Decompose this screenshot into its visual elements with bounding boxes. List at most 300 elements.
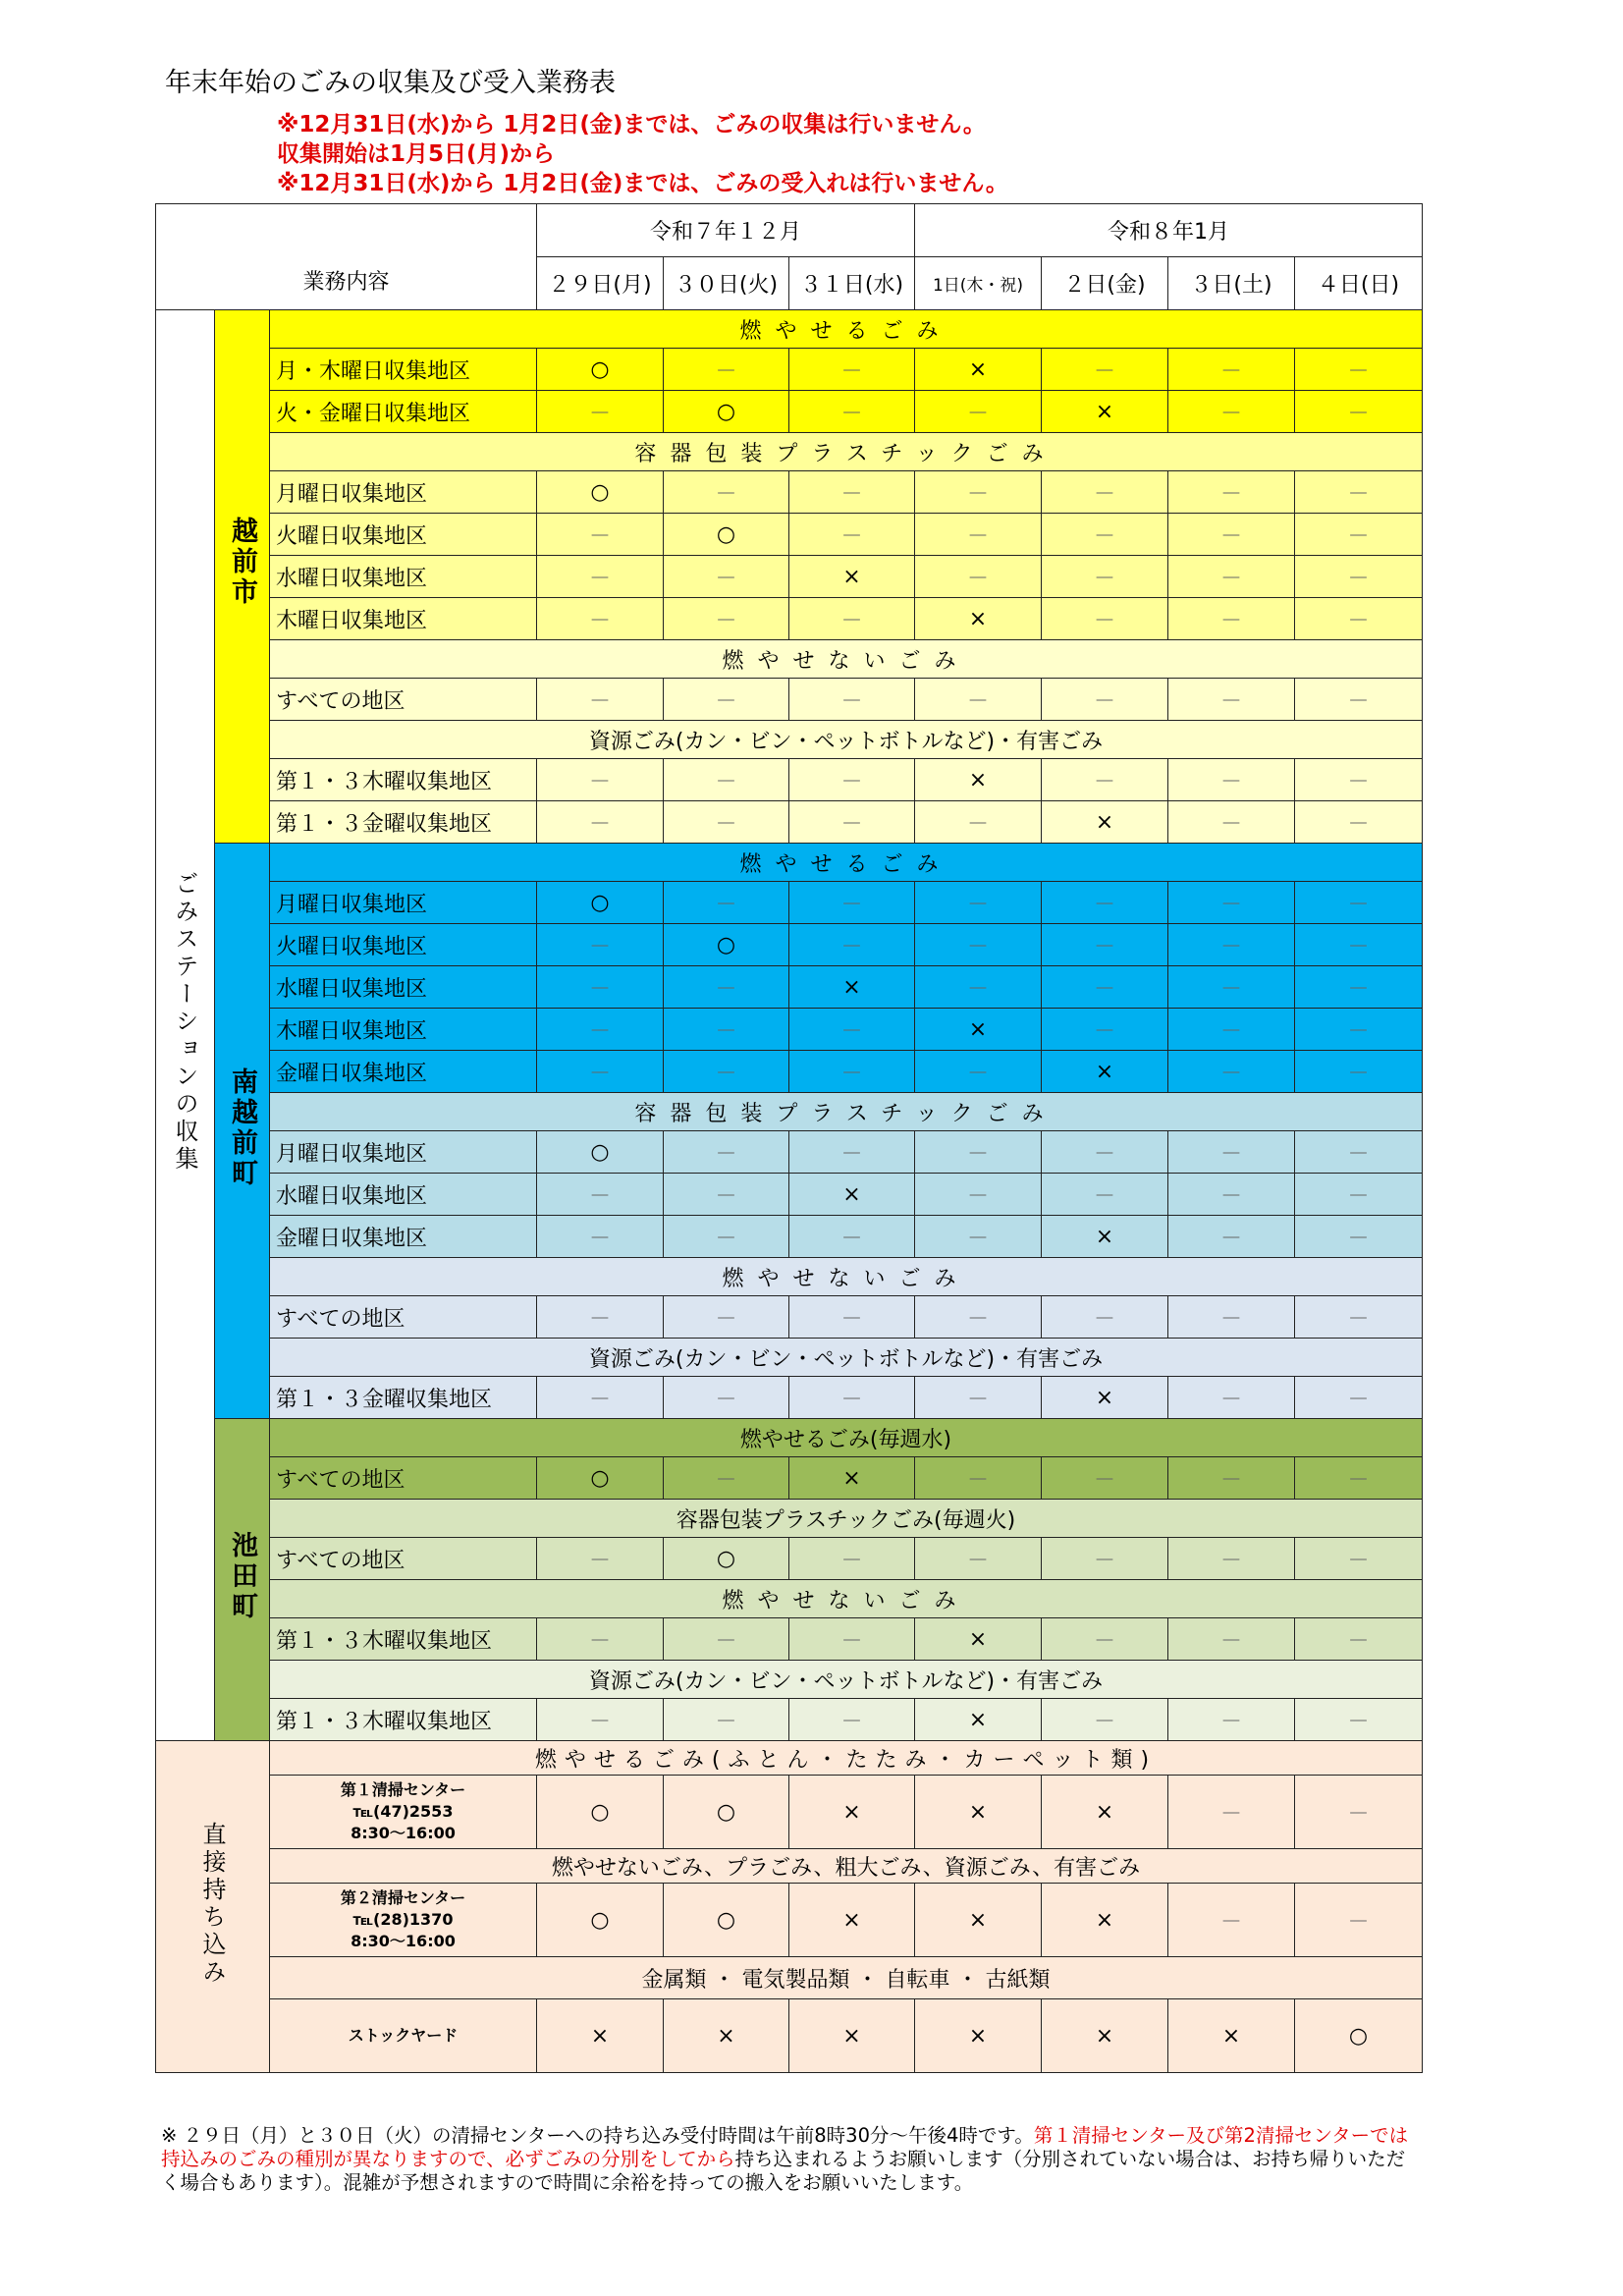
status-mark: － <box>1168 1131 1295 1174</box>
district-row <box>156 1296 1423 1339</box>
category-title: 燃やせるごみ <box>270 310 1423 349</box>
status-mark: － <box>1295 1457 1423 1500</box>
district-row <box>156 598 1423 640</box>
status-mark: － <box>789 801 915 844</box>
status-mark: － <box>789 759 915 801</box>
day-header: ３１日(水) <box>789 257 915 310</box>
status-mark: × <box>789 1776 915 1849</box>
status-mark: － <box>915 1216 1042 1258</box>
facility-cell <box>270 1884 537 1957</box>
category-title: 容器包装プラスチックごみ <box>270 1093 1423 1131</box>
day-header: ４日(日) <box>1295 257 1423 310</box>
category-row <box>156 433 1423 471</box>
status-mark: － <box>664 966 789 1009</box>
status-mark: － <box>1295 391 1423 433</box>
status-mark: × <box>915 1999 1042 2073</box>
status-mark: － <box>915 966 1042 1009</box>
status-mark: － <box>915 556 1042 598</box>
status-mark: － <box>1042 598 1168 640</box>
status-mark: － <box>537 1174 664 1216</box>
status-mark: × <box>915 349 1042 391</box>
status-mark: － <box>1168 391 1295 433</box>
district-row <box>156 801 1423 844</box>
status-mark: － <box>915 1457 1042 1500</box>
status-mark: ○ <box>664 1884 789 1957</box>
page-title: 年末年始のごみの収集及び受入業務表 <box>165 68 616 98</box>
status-mark: － <box>1042 1618 1168 1661</box>
status-mark: － <box>664 349 789 391</box>
facility-row <box>156 1999 1423 2073</box>
status-mark: － <box>915 1377 1042 1419</box>
group-station-cell <box>156 310 215 1741</box>
status-mark: － <box>789 349 915 391</box>
status-mark: － <box>1042 349 1168 391</box>
district-row <box>156 679 1423 721</box>
status-mark: × <box>1042 1216 1168 1258</box>
direct-category-title: 金属類 ・ 電気製品類 ・ 自転車 ・ 古紙類 <box>270 1957 1423 1999</box>
municipality-cell <box>215 310 270 844</box>
status-mark: － <box>1168 1216 1295 1258</box>
status-mark: － <box>915 1131 1042 1174</box>
status-mark: － <box>915 1051 1042 1093</box>
category-title: 資源ごみ(カン・ビン・ペットボトルなど)・有害ごみ <box>270 1339 1423 1377</box>
status-mark: － <box>1168 1884 1295 1957</box>
district-label: 第１・３金曜収集地区 <box>270 1377 537 1419</box>
status-mark: － <box>537 598 664 640</box>
status-mark: － <box>1042 759 1168 801</box>
district-label: 金曜日収集地区 <box>270 1216 537 1258</box>
status-mark: × <box>915 1009 1042 1051</box>
status-mark: × <box>915 1618 1042 1661</box>
status-mark: － <box>789 514 915 556</box>
status-mark: × <box>789 966 915 1009</box>
direct-category-row <box>156 1957 1423 1999</box>
status-mark: － <box>537 966 664 1009</box>
district-row <box>156 556 1423 598</box>
category-title: 燃やせるごみ(毎週水) <box>270 1419 1423 1457</box>
status-mark: ○ <box>537 1457 664 1500</box>
status-mark: － <box>537 391 664 433</box>
direct-category-title: 燃やせないごみ、プラごみ、粗大ごみ、資源ごみ、有害ごみ <box>270 1849 1423 1884</box>
footer-note-part2-warning: 第１清掃センター及び第2清掃センターでは持込みのごみの種別が異なりますので、必ずごみの分別をしてから <box>161 2124 1409 2170</box>
status-mark: － <box>1168 1457 1295 1500</box>
status-mark: － <box>1295 966 1423 1009</box>
status-mark: － <box>915 679 1042 721</box>
municipality-cell <box>215 844 270 1419</box>
status-mark: － <box>664 1131 789 1174</box>
status-mark: － <box>537 1377 664 1419</box>
status-mark: － <box>1042 966 1168 1009</box>
status-mark: － <box>1295 801 1423 844</box>
category-row <box>156 1258 1423 1296</box>
district-row <box>156 1618 1423 1661</box>
category-row <box>156 1661 1423 1699</box>
status-mark: × <box>1168 1999 1295 2073</box>
status-mark: × <box>915 759 1042 801</box>
status-mark: ○ <box>664 1538 789 1580</box>
status-mark: － <box>664 759 789 801</box>
district-row <box>156 1131 1423 1174</box>
facility-row <box>156 1776 1423 1849</box>
facility-line: ℡(47)2553 <box>352 1802 454 1821</box>
municipality-label: 池田町 <box>227 1531 257 1622</box>
status-mark: － <box>789 471 915 514</box>
status-mark: × <box>1042 1884 1168 1957</box>
facility-line: ストックヤード <box>348 2026 459 2045</box>
status-mark: × <box>1042 801 1168 844</box>
status-mark: × <box>915 598 1042 640</box>
month-header-dec: 令和７年１２月 <box>537 204 915 257</box>
direct-category-title: 燃やせるごみ(ふとん・たたみ・カーペット類) <box>270 1741 1423 1776</box>
status-mark: － <box>1168 1699 1295 1741</box>
status-mark: － <box>1042 1131 1168 1174</box>
status-mark: － <box>1295 556 1423 598</box>
direct-category-row <box>156 1741 1423 1776</box>
facility-line: 8:30～16:00 <box>351 1932 456 1950</box>
status-mark: ○ <box>1295 1999 1423 2073</box>
district-label: 木曜日収集地区 <box>270 1009 537 1051</box>
district-row <box>156 1009 1423 1051</box>
status-mark: － <box>537 1296 664 1339</box>
notice-acceptance-suspended: ※12月31日(水)から 1月2日(金)までは、ごみの受入れは行いません。 <box>277 171 1008 196</box>
status-mark: － <box>789 1009 915 1051</box>
status-mark: － <box>1295 1131 1423 1174</box>
status-mark: － <box>1295 1377 1423 1419</box>
status-mark: － <box>664 471 789 514</box>
status-mark: － <box>789 1131 915 1174</box>
day-header: ３日(土) <box>1168 257 1295 310</box>
footer-note-part1: ※ ２９日（月）と３０日（火）の清掃センターへの持ち込み受付時間は午前8時30分～午後4時です。 <box>161 2124 1034 2147</box>
district-label: すべての地区 <box>270 679 537 721</box>
status-mark: － <box>1295 349 1423 391</box>
status-mark: × <box>1042 1377 1168 1419</box>
status-mark: × <box>915 1776 1042 1849</box>
status-mark: － <box>664 1618 789 1661</box>
status-mark: － <box>915 391 1042 433</box>
category-title: 燃やせないごみ <box>270 1258 1423 1296</box>
district-row <box>156 882 1423 924</box>
status-mark: － <box>1168 514 1295 556</box>
day-header: ２９日(月) <box>537 257 664 310</box>
status-mark: － <box>537 924 664 966</box>
status-mark: － <box>915 801 1042 844</box>
category-row <box>156 844 1423 882</box>
facility-cell <box>270 1776 537 1849</box>
district-row <box>156 1457 1423 1500</box>
category-row <box>156 721 1423 759</box>
status-mark: － <box>1295 1776 1423 1849</box>
status-mark: ○ <box>664 514 789 556</box>
facility-line: 第１清掃センター <box>340 1780 466 1799</box>
status-mark: － <box>1295 1051 1423 1093</box>
status-mark: × <box>664 1999 789 2073</box>
status-mark: － <box>1168 882 1295 924</box>
group-station-label: ごみステーションの収集 <box>171 871 198 1174</box>
status-mark: × <box>1042 1999 1168 2073</box>
municipality-label: 越前市 <box>227 517 257 608</box>
status-mark: × <box>915 1699 1042 1741</box>
group-direct-cell <box>156 1741 270 2073</box>
category-title: 燃やせるごみ <box>270 844 1423 882</box>
status-mark: － <box>1295 1174 1423 1216</box>
day-header: 1日(木・祝) <box>915 257 1042 310</box>
status-mark: ○ <box>537 1131 664 1174</box>
district-row <box>156 1051 1423 1093</box>
status-mark: ○ <box>664 924 789 966</box>
status-mark: × <box>789 1174 915 1216</box>
status-mark: － <box>1168 598 1295 640</box>
status-mark: － <box>1295 759 1423 801</box>
status-mark: ○ <box>537 1884 664 1957</box>
status-mark: － <box>537 1009 664 1051</box>
status-mark: × <box>1042 1776 1168 1849</box>
status-mark: － <box>537 1216 664 1258</box>
status-mark: － <box>789 1618 915 1661</box>
schedule-table <box>155 203 1423 2073</box>
status-mark: － <box>789 1216 915 1258</box>
district-label: 第１・３金曜収集地区 <box>270 801 537 844</box>
status-mark: － <box>789 1377 915 1419</box>
district-label: 第１・３木曜収集地区 <box>270 1618 537 1661</box>
status-mark: － <box>664 1296 789 1339</box>
status-mark: － <box>1295 514 1423 556</box>
status-mark: － <box>664 1174 789 1216</box>
category-row <box>156 1093 1423 1131</box>
district-label: 第１・３木曜収集地区 <box>270 759 537 801</box>
status-mark: － <box>1042 679 1168 721</box>
status-mark: － <box>1295 1618 1423 1661</box>
status-mark: ○ <box>537 471 664 514</box>
status-mark: － <box>1042 471 1168 514</box>
district-label: 月曜日収集地区 <box>270 1131 537 1174</box>
status-mark: － <box>1168 1296 1295 1339</box>
district-row <box>156 1699 1423 1741</box>
business-header: 業務内容 <box>302 270 390 295</box>
district-label: 第１・３木曜収集地区 <box>270 1699 537 1741</box>
status-mark: － <box>789 598 915 640</box>
status-mark: － <box>1295 1699 1423 1741</box>
district-row <box>156 1216 1423 1258</box>
status-mark: － <box>1042 1538 1168 1580</box>
status-mark: － <box>1168 1538 1295 1580</box>
category-title: 容器包装プラスチックごみ(毎週火) <box>270 1500 1423 1538</box>
district-label: すべての地区 <box>270 1538 537 1580</box>
status-mark: － <box>664 1051 789 1093</box>
status-mark: － <box>1295 471 1423 514</box>
status-mark: － <box>1295 1538 1423 1580</box>
status-mark: － <box>915 514 1042 556</box>
status-mark: － <box>1042 1457 1168 1500</box>
direct-category-row <box>156 1849 1423 1884</box>
district-row <box>156 1174 1423 1216</box>
status-mark: － <box>1042 1174 1168 1216</box>
status-mark: － <box>664 1009 789 1051</box>
category-title: 資源ごみ(カン・ビン・ペットボトルなど)・有害ごみ <box>270 721 1423 759</box>
status-mark: － <box>664 1457 789 1500</box>
status-mark: － <box>789 1296 915 1339</box>
district-label: 水曜日収集地区 <box>270 966 537 1009</box>
status-mark: － <box>1042 556 1168 598</box>
district-label: 火・金曜日収集地区 <box>270 391 537 433</box>
municipality-label: 南越前町 <box>227 1066 257 1189</box>
district-row <box>156 924 1423 966</box>
status-mark: × <box>537 1999 664 2073</box>
district-label: 火曜日収集地区 <box>270 514 537 556</box>
district-label: 木曜日収集地区 <box>270 598 537 640</box>
status-mark: × <box>789 556 915 598</box>
status-mark: － <box>1042 514 1168 556</box>
status-mark: ○ <box>537 882 664 924</box>
status-mark: － <box>1168 966 1295 1009</box>
status-mark: － <box>1295 924 1423 966</box>
district-label: 月・木曜日収集地区 <box>270 349 537 391</box>
status-mark: ○ <box>537 1776 664 1849</box>
status-mark: － <box>789 924 915 966</box>
status-mark: － <box>1295 679 1423 721</box>
district-label: 水曜日収集地区 <box>270 1174 537 1216</box>
status-mark: ○ <box>664 1776 789 1849</box>
status-mark: － <box>664 801 789 844</box>
status-mark: － <box>915 1538 1042 1580</box>
status-mark: － <box>1295 598 1423 640</box>
status-mark: － <box>915 924 1042 966</box>
status-mark: × <box>1042 1051 1168 1093</box>
status-mark: － <box>1168 1174 1295 1216</box>
group-direct-label: 直接持ち込み <box>198 1821 226 1987</box>
footer-note <box>161 2124 1422 2195</box>
status-mark: － <box>537 801 664 844</box>
facility-row <box>156 1884 1423 1957</box>
status-mark: － <box>1042 1296 1168 1339</box>
status-mark: － <box>789 391 915 433</box>
district-row <box>156 1377 1423 1419</box>
status-mark: － <box>789 679 915 721</box>
day-header: ３０日(火) <box>664 257 789 310</box>
status-mark: － <box>1168 1377 1295 1419</box>
status-mark: － <box>537 759 664 801</box>
status-mark: － <box>915 1174 1042 1216</box>
status-mark: － <box>537 1051 664 1093</box>
status-mark: × <box>915 1884 1042 1957</box>
facility-line: 8:30～16:00 <box>351 1824 456 1842</box>
status-mark: － <box>1042 924 1168 966</box>
district-label: すべての地区 <box>270 1457 537 1500</box>
status-mark: － <box>1295 1884 1423 1957</box>
business-header-cell <box>156 204 537 310</box>
status-mark: × <box>1042 391 1168 433</box>
district-row <box>156 966 1423 1009</box>
status-mark: － <box>789 1538 915 1580</box>
status-mark: － <box>1295 1009 1423 1051</box>
status-mark: ○ <box>664 391 789 433</box>
status-mark: － <box>789 1699 915 1741</box>
status-mark: － <box>664 1216 789 1258</box>
status-mark: － <box>664 556 789 598</box>
status-mark: － <box>537 556 664 598</box>
category-row <box>156 640 1423 679</box>
status-mark: － <box>1168 1009 1295 1051</box>
category-row <box>156 1580 1423 1618</box>
status-mark: － <box>1042 882 1168 924</box>
footer-note-part3: 持ち込まれるようお願いします（分別されていない場合は、お持ち帰りいただく場合もあります）。混雑が予想されますので時間に余裕を持っての搬入をお願いいたします。 <box>161 2148 1406 2194</box>
status-mark: － <box>1168 1618 1295 1661</box>
status-mark: － <box>537 1538 664 1580</box>
district-row <box>156 759 1423 801</box>
status-mark: － <box>537 1618 664 1661</box>
status-mark: － <box>1168 759 1295 801</box>
status-mark: － <box>1168 801 1295 844</box>
category-title: 資源ごみ(カン・ビン・ペットボトルなど)・有害ごみ <box>270 1661 1423 1699</box>
status-mark: － <box>1168 679 1295 721</box>
status-mark: － <box>915 1296 1042 1339</box>
status-mark: × <box>789 1884 915 1957</box>
category-row <box>156 1500 1423 1538</box>
district-row <box>156 349 1423 391</box>
status-mark: － <box>1168 1051 1295 1093</box>
category-title: 容器包装プラスチックごみ <box>270 433 1423 471</box>
status-mark: － <box>789 882 915 924</box>
status-mark: － <box>537 1699 664 1741</box>
notice-collection-start: 収集開始は1月5日(月)から <box>277 141 556 167</box>
category-title: 燃やせないごみ <box>270 640 1423 679</box>
status-mark: － <box>1295 1216 1423 1258</box>
district-label: 金曜日収集地区 <box>270 1051 537 1093</box>
status-mark: － <box>1168 349 1295 391</box>
status-mark: － <box>1295 882 1423 924</box>
status-mark: － <box>664 1699 789 1741</box>
municipality-cell <box>215 1419 270 1741</box>
status-mark: － <box>1168 556 1295 598</box>
district-label: すべての地区 <box>270 1296 537 1339</box>
status-mark: － <box>915 882 1042 924</box>
district-label: 水曜日収集地区 <box>270 556 537 598</box>
status-mark: － <box>537 514 664 556</box>
status-mark: － <box>1168 471 1295 514</box>
status-mark: － <box>1168 924 1295 966</box>
facility-cell <box>270 1999 537 2073</box>
status-mark: － <box>1168 1776 1295 1849</box>
category-title: 燃やせないごみ <box>270 1580 1423 1618</box>
district-label: 火曜日収集地区 <box>270 924 537 966</box>
status-mark: － <box>915 471 1042 514</box>
status-mark: － <box>1295 1296 1423 1339</box>
district-label: 月曜日収集地区 <box>270 471 537 514</box>
facility-line: 第２清掃センター <box>340 1888 466 1907</box>
status-mark: － <box>537 679 664 721</box>
district-row <box>156 391 1423 433</box>
status-mark: － <box>664 598 789 640</box>
status-mark: × <box>789 1999 915 2073</box>
status-mark: － <box>1042 1699 1168 1741</box>
category-row <box>156 1339 1423 1377</box>
category-row <box>156 310 1423 349</box>
month-header-jan: 令和８年1月 <box>915 204 1423 257</box>
status-mark: － <box>664 1377 789 1419</box>
district-row <box>156 514 1423 556</box>
status-mark: － <box>789 1051 915 1093</box>
district-row <box>156 1538 1423 1580</box>
status-mark: － <box>664 679 789 721</box>
status-mark: × <box>789 1457 915 1500</box>
day-header: ２日(金) <box>1042 257 1168 310</box>
status-mark: － <box>1042 1009 1168 1051</box>
facility-line: ℡(28)1370 <box>352 1910 454 1929</box>
status-mark: ○ <box>537 349 664 391</box>
category-row <box>156 1419 1423 1457</box>
status-mark: － <box>664 882 789 924</box>
district-label: 月曜日収集地区 <box>270 882 537 924</box>
notice-collection-suspended: ※12月31日(水)から 1月2日(金)までは、ごみの収集は行いません。 <box>277 112 986 137</box>
